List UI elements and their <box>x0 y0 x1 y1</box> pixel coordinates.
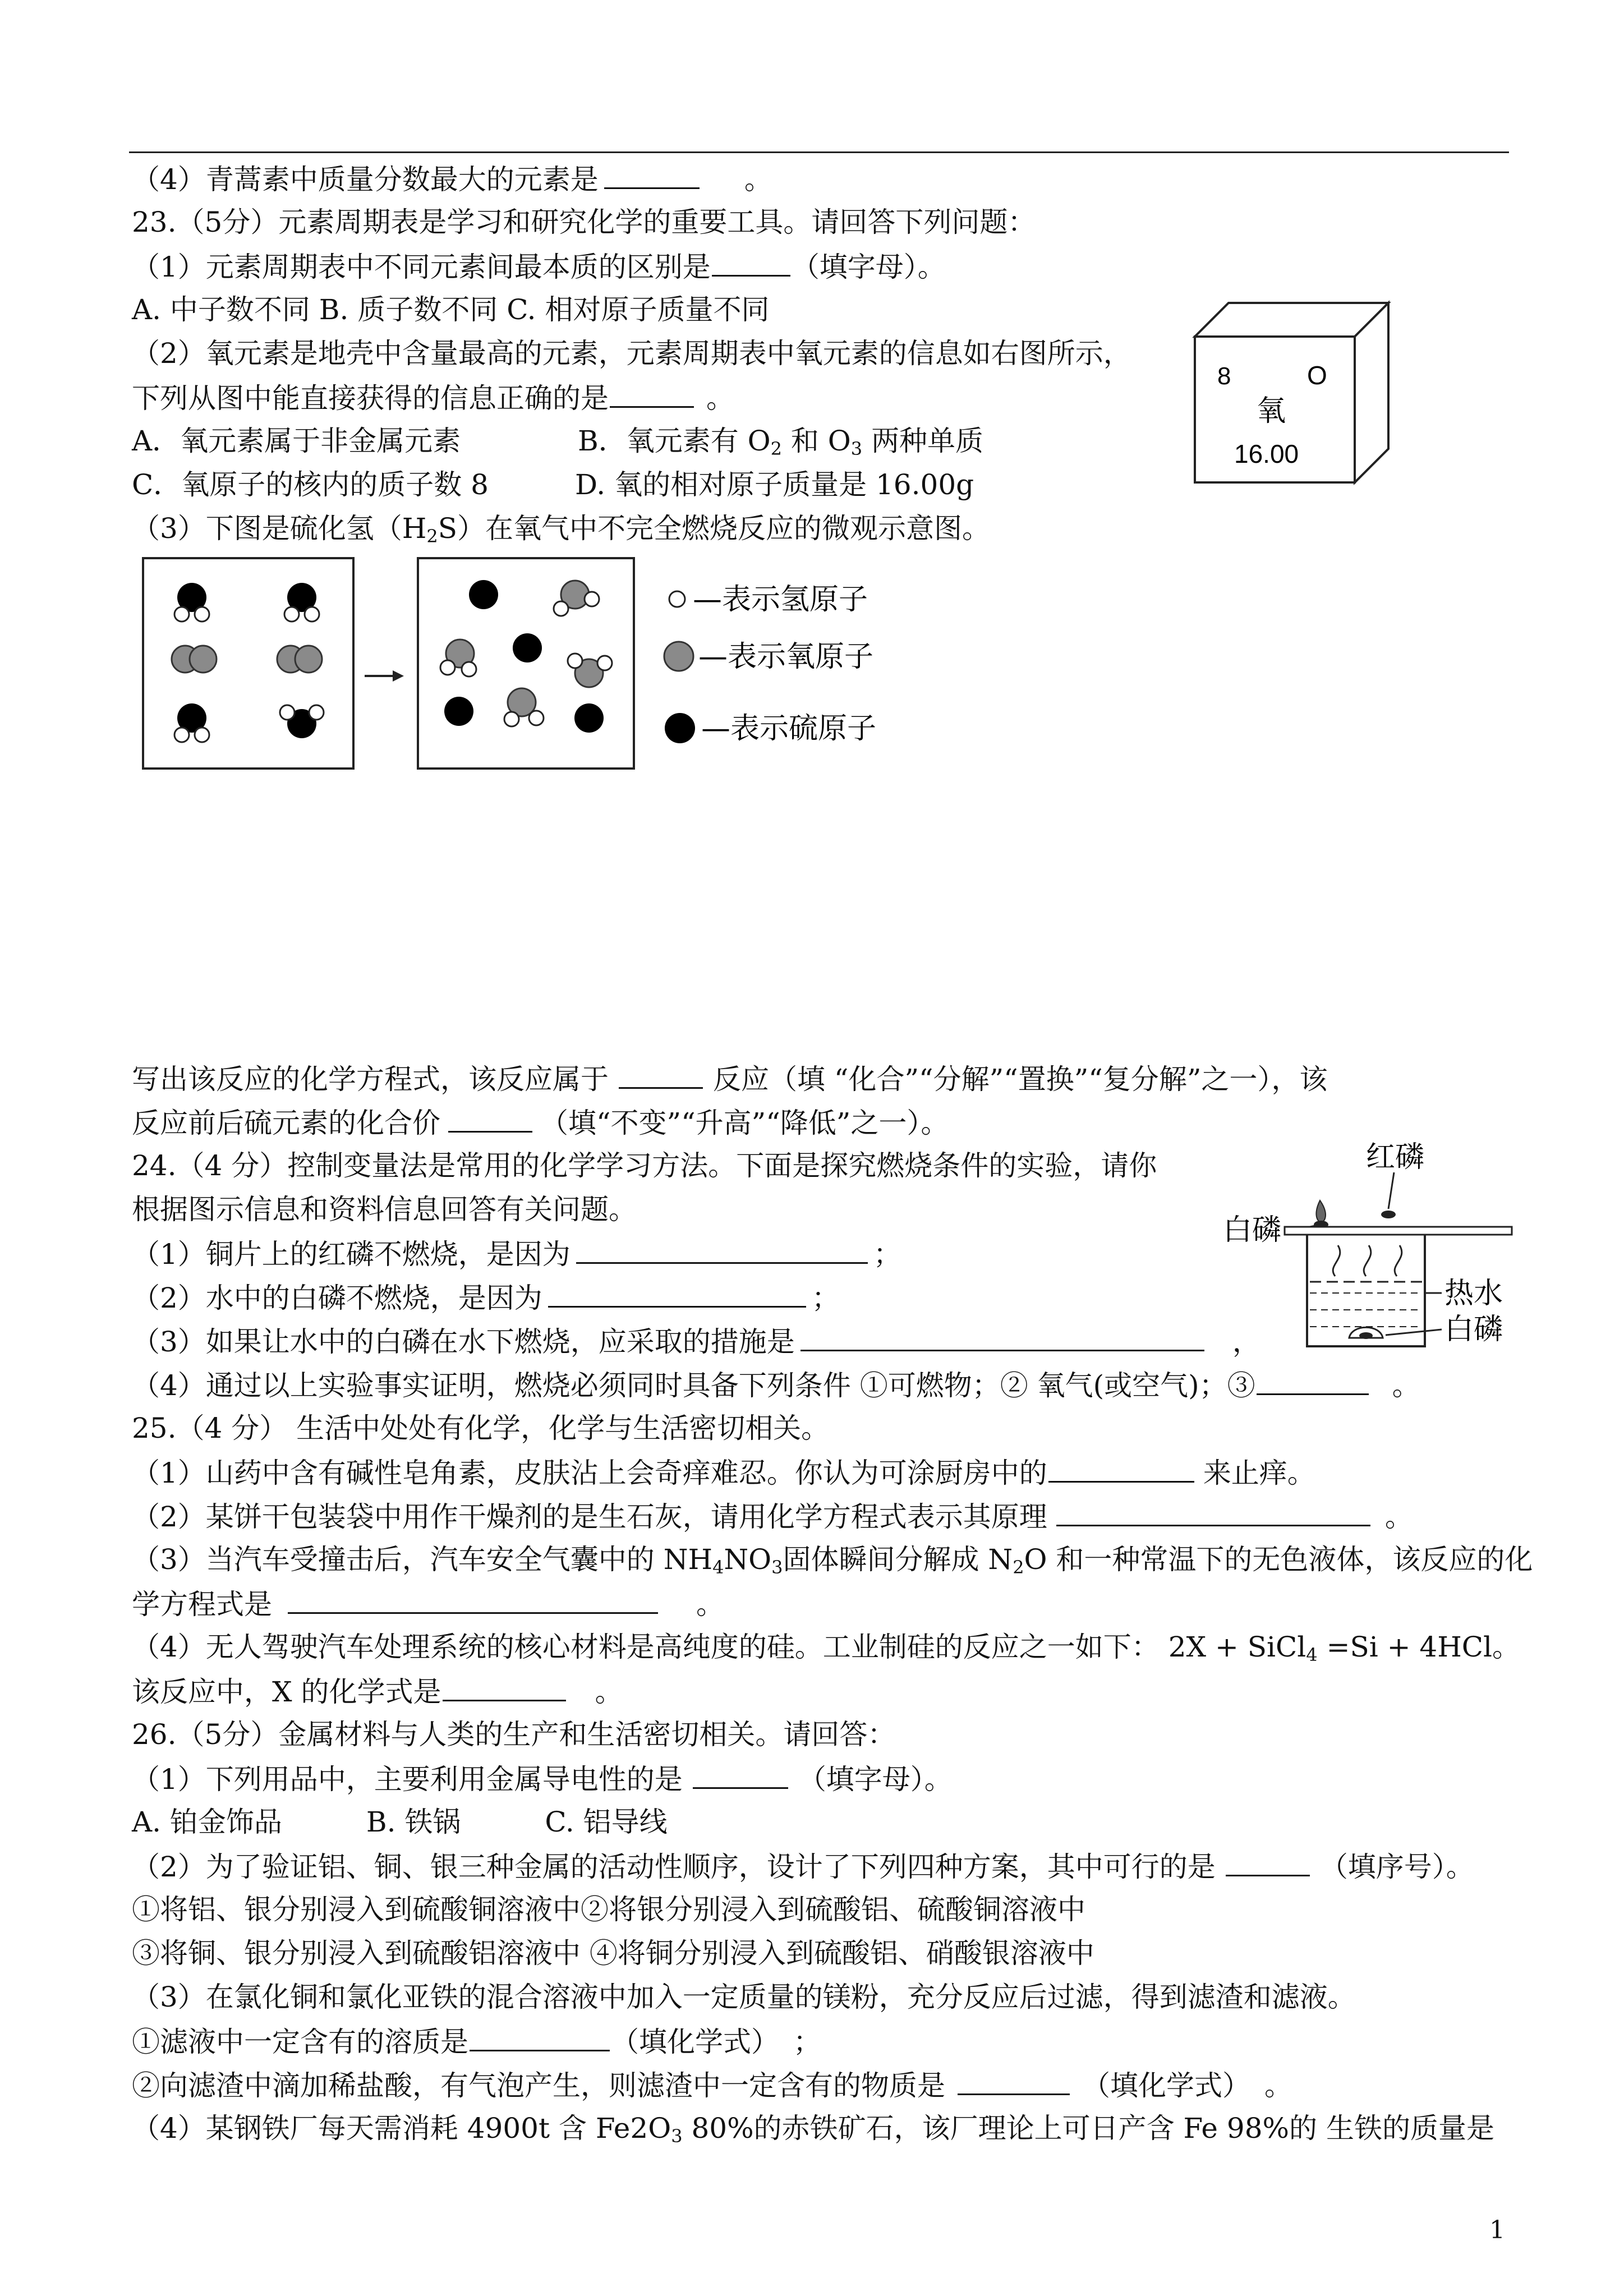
sulfur-atom <box>574 703 604 733</box>
legend-oxygen-label: —表示氧原子 <box>698 640 874 674</box>
answer-blank[interactable] <box>1056 1498 1370 1526</box>
answer-blank[interactable] <box>1257 1366 1369 1395</box>
red-phosphorus-label: 红磷 <box>1366 1140 1425 1174</box>
legend-hydrogen-label: —表示氢原子 <box>693 583 868 616</box>
q26-3-1-line: ①滤液中一定含有的溶质是 （填化学式） ； <box>132 2023 821 2060</box>
q26-2-options-a: ①将铝、银分别浸入到硫酸铜溶液中②将银分别浸入到硫酸铝、硫酸铜溶液中 <box>132 1893 1085 1926</box>
answer-blank[interactable] <box>1048 1454 1194 1483</box>
answer-blank[interactable] <box>712 248 790 277</box>
q24-title: 24.（4 分）控制变量法是常用的化学学习方法。下面是探究燃烧条件的实验，请你 <box>132 1149 1157 1182</box>
answer-blank[interactable] <box>693 1760 788 1789</box>
header-rule <box>129 151 1509 153</box>
q23-1-options: A. 中子数不同 B. 质子数不同 C. 相对原子质量不同 <box>132 293 770 326</box>
q24-subtitle: 根据图示信息和资料信息回答有关问题。 <box>132 1193 637 1226</box>
answer-blank[interactable] <box>443 1673 566 1701</box>
o2-molecule <box>277 646 322 673</box>
reaction-micro-diagram <box>140 555 982 777</box>
answer-blank[interactable] <box>288 1585 658 1614</box>
q25-1-line: （1）山药中含有碱性皂角素，皮肤沾上会奇痒难忍。你认为可涂厨房中的 来止痒。 <box>132 1454 1315 1491</box>
q26-2-line: （2）为了验证铝、铜、银三种金属的活动性顺序，设计了下列四种方案，其中可行的是 （填序号）。 <box>132 1848 1474 1885</box>
q23-4-line: 写出该反应的化学方程式，该反应属于 反应（填 “化合”“分解”“置换”“复分解”之一），该 <box>132 1060 1327 1097</box>
white-phosphorus-bottom-label: 白磷 <box>1444 1313 1503 1346</box>
sulfur-atom <box>469 580 498 609</box>
sulfur-atom <box>513 633 542 662</box>
atomic-number: 8 <box>1217 362 1231 390</box>
q25-4-line-a: （4）无人驾驶汽车处理系统的核心材料是高纯度的硅。工业制硅的反应之一如下： 2X + SiCl$_4$ =Si + 4HCl。 <box>132 1631 1521 1665</box>
answer-blank[interactable] <box>470 2023 610 2051</box>
q23-5-line: 反应前后硫元素的化合价 （填“不变”“升高”“降低”之一）。 <box>132 1104 949 1141</box>
q26-3-line: （3）在氯化铜和氯化亚铁的混合溶液中加入一定质量的镁粉，充分反应后过滤，得到滤渣和滤液。 <box>132 1981 1356 2013</box>
q24-3-line: （3）如果让水中的白磷在水下燃烧，应采取的措施是 ， <box>132 1323 1260 1360</box>
q23-2-options-ab: A．氧元素属于非金属元素 B．氧元素有 $O_2$ 和 $O_3$ 两种单质 <box>132 425 984 459</box>
q23-title: 23.（5分）元素周期表是学习和研究化学的重要工具。请回答下列问题： <box>132 206 1036 238</box>
q26-1-options: A. 铂金饰品 B. 铁锅 C. 铝导线 <box>132 1806 668 1838</box>
q26-1-line: （1）下列用品中，主要利用金属导电性的是 （填字母）。 <box>132 1760 953 1797</box>
q25-3-line-b: 学方程式是 。 <box>132 1585 724 1622</box>
q25-4-line-b: 该反应中，X 的化学式是 。 <box>132 1673 623 1710</box>
answer-blank[interactable] <box>604 160 700 189</box>
answer-blank[interactable] <box>576 1235 868 1264</box>
page-number: 1 <box>1489 2216 1505 2244</box>
sulfur-atom <box>444 697 473 726</box>
q26-2-options-b: ③将铜、银分别浸入到硫酸铝溶液中 ④将铜分别浸入到硫酸铝、硝酸银溶液中 <box>132 1937 1094 1970</box>
flame-icon <box>1316 1200 1326 1223</box>
legend-hydrogen-symbol <box>669 591 685 607</box>
answer-blank[interactable] <box>958 2067 1070 2095</box>
o2-molecule <box>172 646 217 673</box>
copper-plate <box>1285 1227 1512 1235</box>
atomic-mass: 16.00 <box>1234 439 1299 468</box>
q24-2-line: （2）水中的白磷不燃烧，是因为 ； <box>132 1279 840 1316</box>
q22-4-line: （4）青蒿素中质量分数最大的元素是 。 <box>132 160 772 197</box>
hot-water-label: 热水 <box>1444 1277 1503 1310</box>
q26-title: 26.（5分）金属材料与人类的生产和生活密切相关。请回答： <box>132 1718 896 1751</box>
legend-sulfur-symbol <box>665 713 695 743</box>
q24-4-line: （4）通过以上实验事实证明，燃烧必须同时具备下列条件 ①可燃物；② 氧气(或空气)；③ 。 <box>132 1366 1420 1404</box>
q24-1-line: （1）铜片上的红磷不燃烧，是因为 ； <box>132 1235 901 1272</box>
element-name: 氧 <box>1257 394 1286 428</box>
q23-2-line-a: （2）氧元素是地壳中含量最高的元素，元素周期表中氧元素的信息如右图所示， <box>132 337 1131 370</box>
answer-blank[interactable] <box>448 1104 532 1133</box>
q25-title: 25.（4 分） 生活中处处有化学，化学与生活密切相关。 <box>132 1412 830 1444</box>
q26-3-2-line: ②向滤渣中滴加稀盐酸，有气泡产生，则滤渣中一定含有的物质是 （填化学式） 。 <box>132 2067 1292 2104</box>
q25-3-line-a: （3）当汽车受撞击后，汽车安全气囊中的 $NH_4NO_3$固体瞬间分解成 $N_2O$ 和一种常温下的无色液体，该反应的化 <box>132 1543 1533 1578</box>
answer-blank[interactable] <box>801 1323 1204 1351</box>
legend-oxygen-symbol <box>664 642 693 671</box>
white-phosphorus-top-label: 白磷 <box>1223 1213 1282 1247</box>
arrow-head <box>393 670 404 682</box>
legend-sulfur-label: —表示硫原子 <box>701 712 877 746</box>
element-symbol: O <box>1307 361 1327 390</box>
q25-2-line: （2）某饼干包装袋中用作干燥剂的是生石灰，请用化学方程式表示其原理 。 <box>132 1498 1413 1535</box>
q23-3-line: （3）下图是硫化氢$(H_2S)$在氧气中不完全燃烧反应的微观示意图。 <box>132 512 991 547</box>
answer-blank[interactable] <box>619 1060 703 1089</box>
q23-1-line: （1）元素周期表中不同元素间最本质的区别是 （填字母）。 <box>132 248 946 285</box>
answer-blank[interactable] <box>548 1279 806 1308</box>
oxygen-element-card <box>1186 295 1400 488</box>
answer-blank[interactable] <box>1226 1848 1310 1876</box>
q26-4-line: （4）某钢铁厂每天需消耗 4900t 含 $Fe2O_3$ 80%的赤铁矿石，该厂理论上可日产含 Fe 98%的 生铁的质量是 <box>132 2112 1494 2147</box>
answer-blank[interactable] <box>610 379 694 408</box>
combustion-apparatus <box>1217 1130 1531 1355</box>
q23-2-options-cd: C．氧原子的核内的质子数 8 D. 氧的相对原子质量是 16.00g <box>132 468 974 501</box>
q23-2-line-b: 下列从图中能直接获得的信息正确的是 。 <box>132 379 734 416</box>
